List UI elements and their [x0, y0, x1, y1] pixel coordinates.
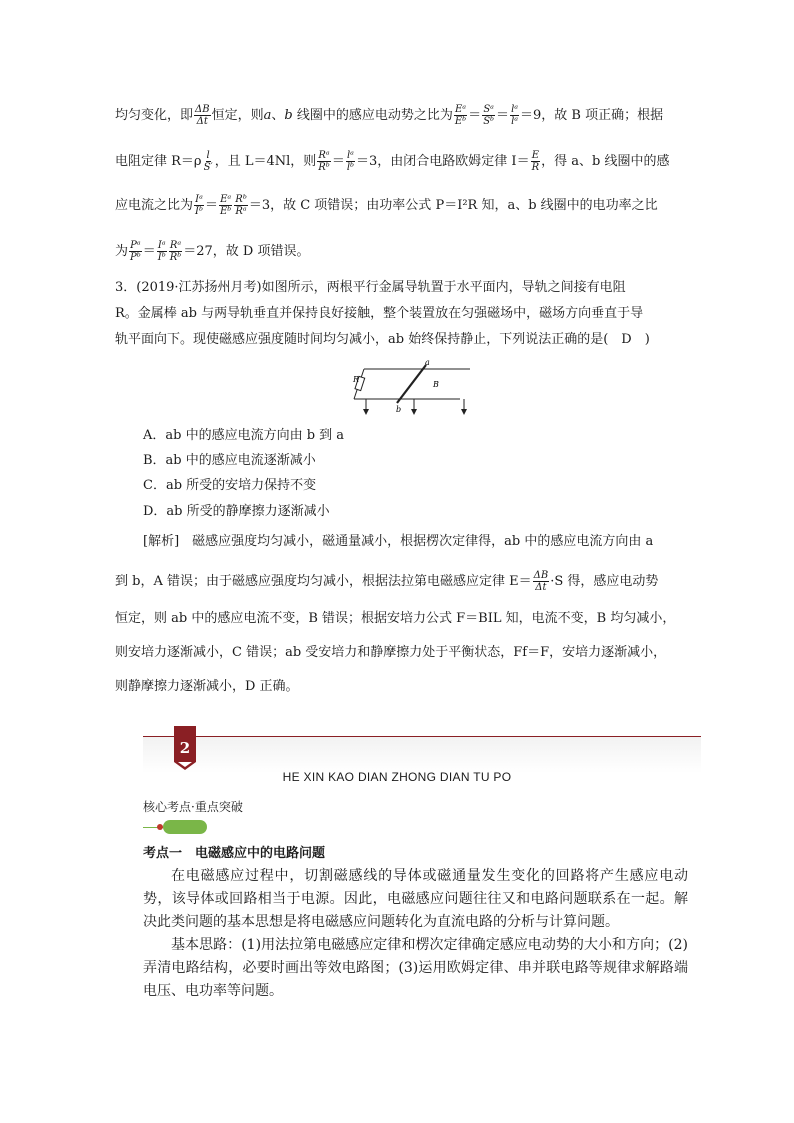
option-d: D．ab 所受的静摩擦力逐渐减小	[143, 504, 330, 519]
section-title: 核心考点·重点突破	[143, 800, 243, 814]
analysis-line-2: 到 b，A 错误；由于磁感应强度均匀减小，根据法拉第电磁感应定律 E＝ $\frac{\Delta B}{\Delta t}$ ·S 得，感应电动势	[115, 570, 659, 593]
key-point-title: 考点一 电磁感应中的电路问题	[143, 846, 326, 861]
analysis-line-4: 则安培力逐渐减小，C 错误；ab 受安培力和静摩擦力处于平衡状态，Ff＝F，安培力逐渐减小，	[115, 645, 667, 660]
rail-figure	[350, 357, 475, 419]
question-line-1: 3．(2019·江苏扬州月考)如图所示，两根平行金属导轨置于水平面内，导轨之间接有电阻	[115, 280, 626, 295]
label-B: B	[433, 380, 439, 389]
solution-line-4: 为 $\frac{\text{Pᵃ}}{\text{Pᵇ}}$ ＝ $\frac{\text{Iᵃ}}{\text{Iᵇ}}$ $\frac{\text{Rᵃ}}{\text{Rᵇ}}$ ＝27，故 D 项错误。	[115, 240, 310, 263]
option-a: A．ab 中的感应电流方向由 b 到 a	[143, 428, 345, 443]
section-header-shade	[143, 737, 701, 773]
section-number: 2	[179, 739, 191, 757]
label-R: R	[353, 375, 360, 384]
solution-line-2: 电阻定律 R＝ρ $\frac{l}{S'}$ ，且 L＝4Nl，则 $\frac{\text{Rᵃ}}{\text{Rᵇ}}$ ＝ $\frac{\text{lᵃ}}{\text{lᵇ}}$ ＝3，由闭合电路欧姆定律 I＝ $\frac{E}{R}$ ，得 a、b 线圈中的感	[115, 150, 670, 173]
label-b: b	[396, 405, 402, 414]
paragraph-2: 基本思路：(1)用法拉第电磁感应定律和楞次定律确定感应电动势的大小和方向；(2)弄清电路结构，必要时画出等效电路图；(3)运用欧姆定律、串并联电路等规律求解路端电压、电功率等问题。	[143, 937, 688, 999]
fraction-dB-dt: $\frac{\Delta B}{\Delta t}$	[195, 104, 210, 127]
green-pill	[163, 820, 207, 834]
section-pinyin: HE XIN KAO DIAN ZHONG DIAN TU PO	[282, 770, 512, 784]
question-line-2: R。金属棒 ab 与两导轨垂直并保持良好接触，整个装置放在匀强磁场中，磁场方向垂直于导	[115, 306, 644, 321]
option-b: B．ab 中的感应电流逐渐减小	[143, 453, 316, 468]
section-header-rule	[143, 736, 701, 737]
option-c: C．ab 所受的安培力保持不变	[143, 478, 317, 493]
question-line-3: 轨平面向下。现使磁感应强度随时间均匀减小，ab 始终保持静止，下列说法正确的是( D )	[115, 332, 650, 347]
analysis-line-1: [解析] 磁感应强度均匀减小，磁通量减小，根据楞次定律得，ab 中的感应电流方向由 a	[143, 534, 654, 549]
paragraph-1: 在电磁感应过程中，切割磁感线的导体或磁通量发生变化的回路将产生感应电动势，该导体或回路相当于电源。因此，电磁感应问题往往又和电路问题联系在一起。解决此类问题的基本思想是将电磁感应问题转化为直流电路的分析与计算问题。	[143, 868, 688, 930]
analysis-line-5: 则静摩擦力逐渐减小，D 正确。	[115, 679, 299, 694]
solution-line-1: 均匀变化，即 $\frac{\Delta B}{\Delta t}$ 恒定，则a、b 线圈中的感应电动势之比为 $\frac{\text{Eᵃ}}{\text{Eᵇ}}$ ＝ $\frac{\text{Sᵃ}}{\text{Sᵇ}}$ ＝ $\frac{\text{lᵃ}}{\text{lᵃ}}$ ＝9，故 B 项正确；根据	[115, 104, 664, 127]
metal-rod	[397, 365, 426, 403]
label-a: a	[425, 358, 430, 367]
analysis-line-3: 恒定，则 ab 中的感应电流不变，B 错误；根据安培力公式 F＝BIL 知，电流不变，B 均匀减小，	[115, 611, 676, 626]
section-number-badge	[174, 726, 196, 770]
pill-dot	[157, 824, 163, 830]
solution-line-3: 应电流之比为 $\frac{\text{Iᵃ}}{\text{Iᵇ}}$ ＝ $\frac{\text{Eᵃ}}{\text{Eᵇ}}$ $\frac{\text{Rᵇ}}{\text{Rᵃ}}$ ＝3，故 C 项错误；由功率公式 P＝I²R 知，a、b 线圈中的电功率之比	[115, 194, 658, 217]
field-arrow-icon	[363, 409, 369, 415]
